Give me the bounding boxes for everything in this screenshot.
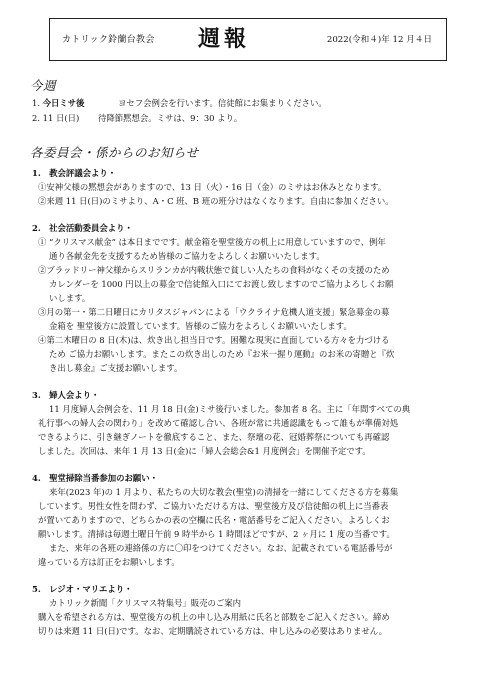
this-week-item [32, 97, 85, 109]
notice-line: また、来年の各班の連絡係の方に〇印をつけてください。なお、記載されている電話番号が [49, 543, 393, 553]
notice-line: ②ブラッドリー神父様からスリランカが内戦状態で貧しい人たちの食料がなくその支援のため [38, 265, 390, 275]
notice-heading-cleaning: 4. 聖堂掃除当番参加のお願い・ [32, 473, 158, 483]
notice-heading-social: 2. 社会活動委員会より・ [32, 223, 133, 233]
notice-line: ため ご協力お願いします。またこの炊き出しのため『お米一握り運動』のお米の寄贈と『炊 [49, 349, 395, 359]
notice-line: 願いします。清掃は毎週土曜日午前 9 時半から 1 時間ほどですが、2 ヶ月に 1 度の当番です。 [38, 529, 395, 539]
notice-line: ②来週 11 日(日)のミサより、A・C 班、B 班の班分けはなくなります。自由に参加ください。 [38, 196, 394, 206]
header-box [49, 18, 447, 61]
notice-line: できるように、引き継ぎノートを徹底すること、また、祭壇の花、冠婚葬祭についても再確認 [38, 432, 390, 442]
item-text: 待降節黙想会。ミサは、9：30 より。 [98, 113, 243, 123]
item-number: 1. [32, 98, 40, 108]
notice-line: 11 月度婦人会例会を、11 月 18 日(金)ミサ後行いました。参加者 8 名。主に「年間すべての典 [49, 404, 411, 414]
notice-heading-legio: 5. レジオ・マリエより・ [32, 584, 133, 594]
this-week-item [32, 112, 79, 124]
notice-line: 切りは来週 11 日(日)です。なお、定期購読されている方は、申し込みの必要はありません。 [38, 626, 387, 636]
notice-line: いします。 [49, 293, 91, 303]
notice-line: 通り各献金先を支援するため皆様のご協力をよろしくお願いいたします。 [49, 251, 325, 261]
church-name: カトリック鈴蘭台教会 [62, 35, 155, 45]
notice-heading-womens: 3. 婦人会より・ [32, 390, 100, 400]
notice-line: ① “クリスマス献金” は本日までです。献金箱を聖堂後方の机上に用意していますので、例年 [38, 237, 386, 247]
notice-line: が置いてありますので、どちらかの表の空欄に氏名・電話番号をご記入ください。よろしくお [38, 515, 390, 525]
item-label: 11 日(日) [42, 113, 80, 123]
section-title-this-week: 今週 [30, 78, 57, 93]
notice-line: カレンダーを 1000 円以上の募金で信徒館入口にてお渡し致しますのでご協力よろしくお願 [49, 279, 394, 289]
item-label: 今日ミサ後 [42, 98, 85, 108]
section-title-notices: 各委員会・係からのお知らせ [30, 145, 199, 160]
notice-line: 購入を希望される方は、聖堂後方の机上の申し込み用紙に氏名と部数をご記入ください。締め [38, 612, 390, 622]
notice-line: しました。次回は、来年 1 月 13 日(金)に「婦人会総会&1 月度例会」を開催予定です。 [38, 446, 371, 456]
notice-line: ④第二木曜日の 8 日(木)は、炊き出し担当日です。困難な現実に直面している方々を力づける [38, 335, 390, 345]
notice-line: ①安神父様の黙想会がありますので、13 日（火）・16 日（金）のミサはお休みとなります。 [38, 182, 387, 192]
notice-line: 違っている方は訂正をお願いします。 [38, 557, 180, 567]
notice-line: き出し募金』ご支援お願いします。 [49, 363, 183, 373]
notice-line: 礼行事への婦人会の関わり」を改めて確認し合い、各班が常に共通認識をもって誰もが準備対処 [38, 418, 399, 428]
notice-line: 金箱を 聖堂後方に設置しています。皆様のご協力をよろしくお願いいたします。 [49, 321, 352, 331]
item-text: ヨセフ会例会を行います。信徒館にお集まりください。 [118, 98, 327, 108]
notice-line: 来年(2023 年)の 1 月より、私たちの大切な教会(聖堂)の清掃を一緒にしてくださる方を募集 [49, 487, 399, 497]
item-number: 2. [32, 113, 40, 123]
notice-heading-council: 1. 教会評議会より・ [32, 168, 117, 178]
notice-line: ③月の第一・第二日曜日にカリタスジャパンによる「ウクライナ危機人道支援」緊急募金の募 [38, 307, 390, 317]
notice-line: カトリック新聞「クリスマス特集号」販売のご案内 [49, 598, 241, 608]
issue-date: 2022(令和４)年 12 月４日 [326, 35, 432, 45]
notice-line: しています。男性女性を問わず、ご協力いただける方は、聖堂後方及び信徒館の机上に当番表 [38, 501, 389, 511]
newsletter-title: 週報 [198, 26, 251, 52]
